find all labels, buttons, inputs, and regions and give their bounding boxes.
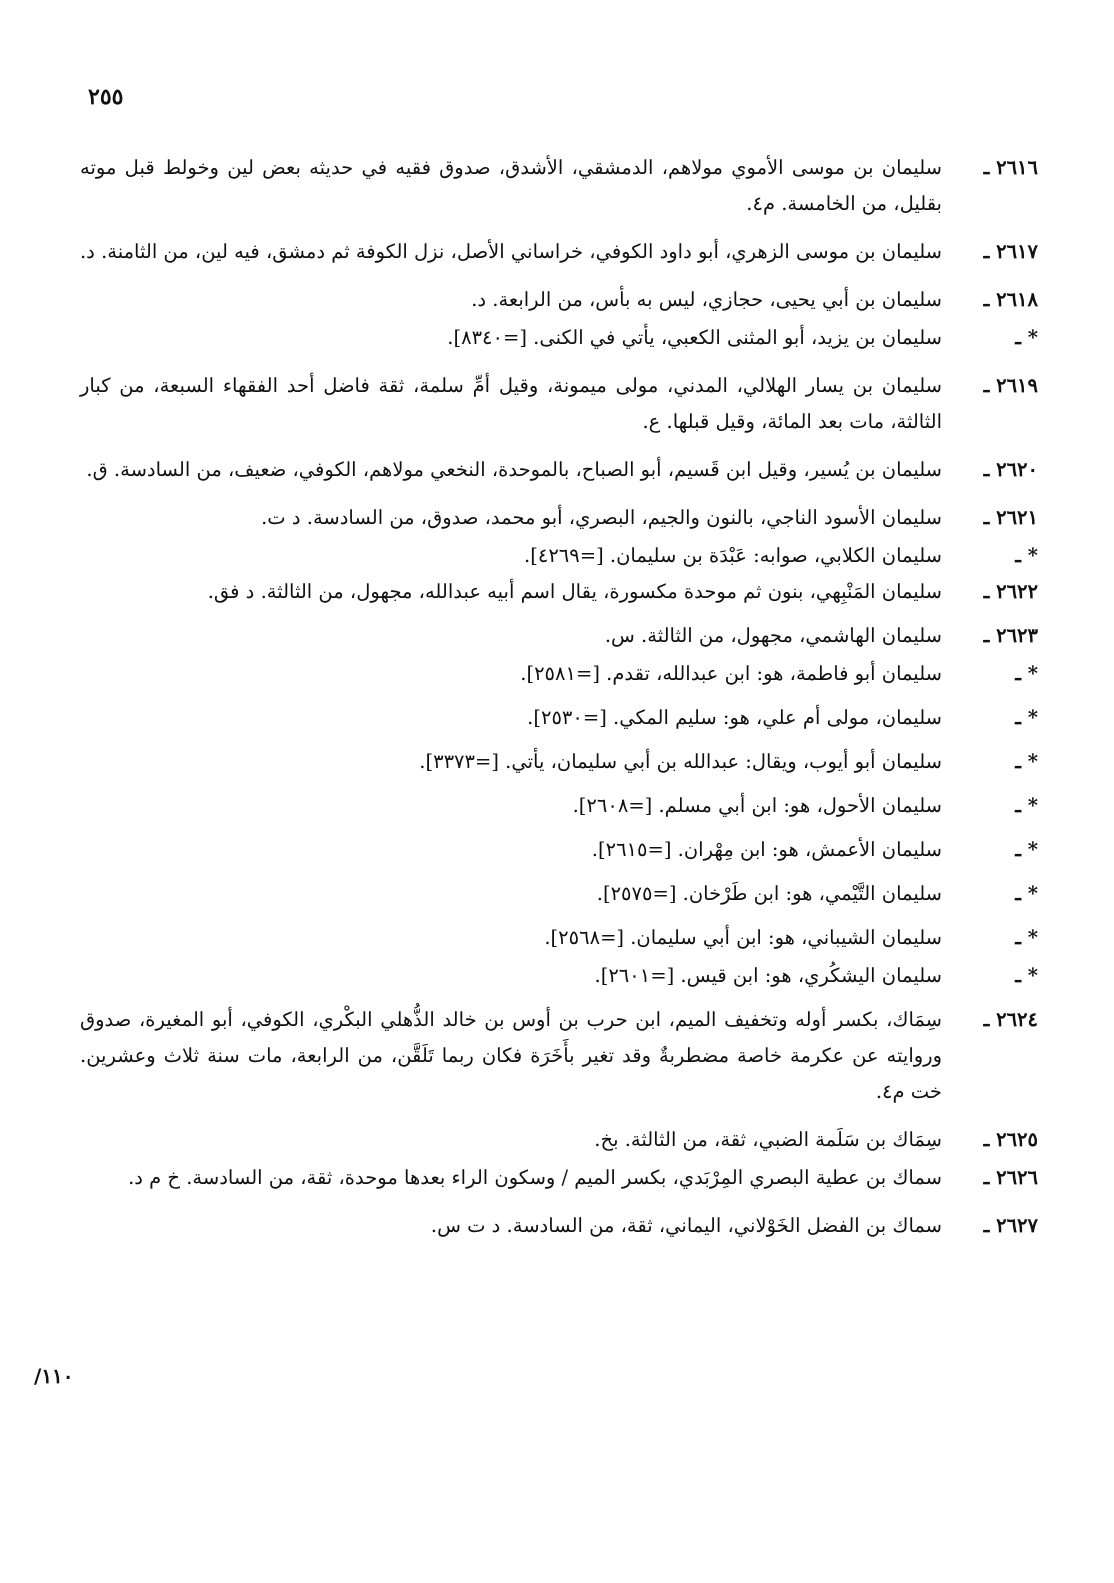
entry-number: ٢٦٢٦ ـ <box>983 1166 1038 1189</box>
entry-text: سليمان بن يسار الهلالي، المدني، مولى ميمونة، وقيل أمِّ سلمة، ثقة فاضل أحد الفقهاء السبعة، من كبار الثالثة، مات بعد المائة، وقيل قبلها. ع. <box>80 374 942 433</box>
entry-text: سليمان بن موسى الزهري، أبو داود الكوفي، خراساني الأصل، نزل الكوفة ثم دمشق، فيه لين، من الثامنة. د. <box>79 240 942 263</box>
entry-text: سليمان الشيباني، هو: ابن أبي سليمان. [=٢٥٦٨]. <box>544 926 942 949</box>
entry-number: ٢٦٢٤ ـ <box>983 1008 1038 1031</box>
entry-text: سليمان أبو أيوب، ويقال: عبدالله بن أبي سليمان، يأتي. [=٣٣٧٣]. <box>419 750 942 773</box>
entry-2622 <box>80 574 1038 610</box>
entry-text: سماك بن عطية البصري المِرْبَدي، بكسر الميم / وسكون الراء بعدها موحدة، ثقة، من السادسة. خ م د. <box>128 1166 942 1189</box>
entry-text: سِمَاك، بكسر أوله وتخفيف الميم، ابن حرب بن أوس بن خالد الذُّهلي البكْري، الكوفي، أبو المغيرة، صدوق وروايته عن عكرمة خاصة مضطربةٌ وقد تغير بأَخَرَة فكان ربما تَلَقَّن، من الرابعة، مات سنة ثلاث وعشرين. خت م٤. <box>80 1008 942 1103</box>
entries-list <box>80 150 1038 1244</box>
entry-2627 <box>80 1208 1038 1244</box>
cross-reference-entry <box>80 700 1038 736</box>
entry-text: سليمان أبو فاطمة، هو: ابن عبدالله، تقدم. [=٢٥٨١]. <box>520 662 942 685</box>
cross-reference-entry <box>80 656 1038 692</box>
entry-2620 <box>80 452 1038 488</box>
entry-marker: * ـ <box>1015 882 1038 905</box>
entry-text: سليمان بن يُسير، وقيل ابن قَسيم، أبو الصباح، بالموحدة، النخعي مولاهم، الكوفي، ضعيف، من السادسة. ق. <box>86 458 942 481</box>
entry-text: سليمان، مولى أم علي، هو: سليم المكي. [=٢٥٣٠]. <box>527 706 942 729</box>
entry-number: ٢٦٢٣ ـ <box>983 624 1038 647</box>
entry-text: سليمان بن يزيد، أبو المثنى الكعبي، يأتي في الكنى. [=٨٣٤٠]. <box>447 326 942 349</box>
entry-2618 <box>80 282 1038 318</box>
entry-number: ٢٦١٩ ـ <box>983 374 1038 397</box>
entry-text: سِمَاك بن سَلَمة الضبي، ثقة، من الثالثة. بخ. <box>594 1128 942 1151</box>
entry-text: سليمان بن أبي يحيى، حجازي، ليس به بأس، من الرابعة. د. <box>471 288 942 311</box>
entry-text: سليمان اليشكُري، هو: ابن قيس. [=٢٦٠١]. <box>594 964 942 987</box>
entry-number: ٢٦٢٧ ـ <box>983 1214 1038 1237</box>
entry-marker: * ـ <box>1015 794 1038 817</box>
entry-2619 <box>80 368 1038 440</box>
margin-note: ١١٠/ <box>34 1364 74 1388</box>
entry-marker: * ـ <box>1015 662 1038 685</box>
entry-2623 <box>80 618 1038 654</box>
entry-2621 <box>80 500 1038 536</box>
entry-2624 <box>80 1002 1038 1110</box>
entry-2617 <box>80 234 1038 270</box>
entry-text: سليمان المَنْبِهي، بنون ثم موحدة مكسورة، يقال اسم أبيه عبدالله، مجهول، من الثالثة. د فق. <box>207 580 942 603</box>
entry-number: ٢٦٢١ ـ <box>983 506 1038 529</box>
entry-2626 <box>80 1160 1038 1196</box>
entry-marker: * ـ <box>1015 838 1038 861</box>
entry-marker: * ـ <box>1015 326 1038 349</box>
entry-number: ٢٦١٨ ـ <box>983 288 1038 311</box>
entry-text: سليمان الأعمش، هو: ابن مِهْران. [=٢٦١٥]. <box>591 838 942 861</box>
entry-text: سليمان الأسود الناجي، بالنون والجيم، البصري، أبو محمد، صدوق، من السادسة. د ت. <box>261 506 942 529</box>
entry-marker: * ـ <box>1015 926 1038 949</box>
entry-text: سليمان الأحول، هو: ابن أبي مسلم. [=٢٦٠٨]. <box>572 794 942 817</box>
entry-2625 <box>80 1122 1038 1158</box>
entry-text: سليمان الكلابي، صوابه: عَبْدَة بن سليمان. [=٤٢٦٩]. <box>524 544 942 567</box>
entry-text: سليمان بن موسى الأموي مولاهم، الدمشقي، الأشدق، صدوق فقيه في حديثه بعض لين وخولط قبل موته بقليل، من الخامسة. م٤. <box>80 156 942 215</box>
entry-number: ٢٦٢٠ ـ <box>983 458 1038 481</box>
entry-marker: * ـ <box>1015 544 1038 567</box>
cross-reference-entry <box>80 958 1038 994</box>
cross-reference-entry <box>80 788 1038 824</box>
cross-reference-entry <box>80 538 1038 574</box>
entry-marker: * ـ <box>1015 964 1038 987</box>
entry-2616 <box>80 150 1038 222</box>
entry-number: ٢٦٢٥ ـ <box>983 1128 1038 1151</box>
cross-reference-entry <box>80 876 1038 912</box>
cross-reference-entry <box>80 320 1038 356</box>
entry-text: سليمان الهاشمي، مجهول، من الثالثة. س. <box>604 624 942 647</box>
entry-marker: * ـ <box>1015 706 1038 729</box>
entry-number: ٢٦١٦ ـ <box>983 156 1038 179</box>
entry-number: ٢٦١٧ ـ <box>983 240 1038 263</box>
cross-reference-entry <box>80 920 1038 956</box>
entry-number: ٢٦٢٢ ـ <box>983 580 1038 603</box>
entry-text: سليمان التَّيْمي، هو: ابن طَرْخان. [=٢٥٧٥]. <box>596 882 942 905</box>
page-number: ٢٥٥ <box>88 84 124 110</box>
entry-marker: * ـ <box>1015 750 1038 773</box>
cross-reference-entry <box>80 832 1038 868</box>
cross-reference-entry <box>80 744 1038 780</box>
entry-text: سماك بن الفضل الخَوْلاني، اليماني، ثقة، من السادسة. د ت س. <box>430 1214 942 1237</box>
